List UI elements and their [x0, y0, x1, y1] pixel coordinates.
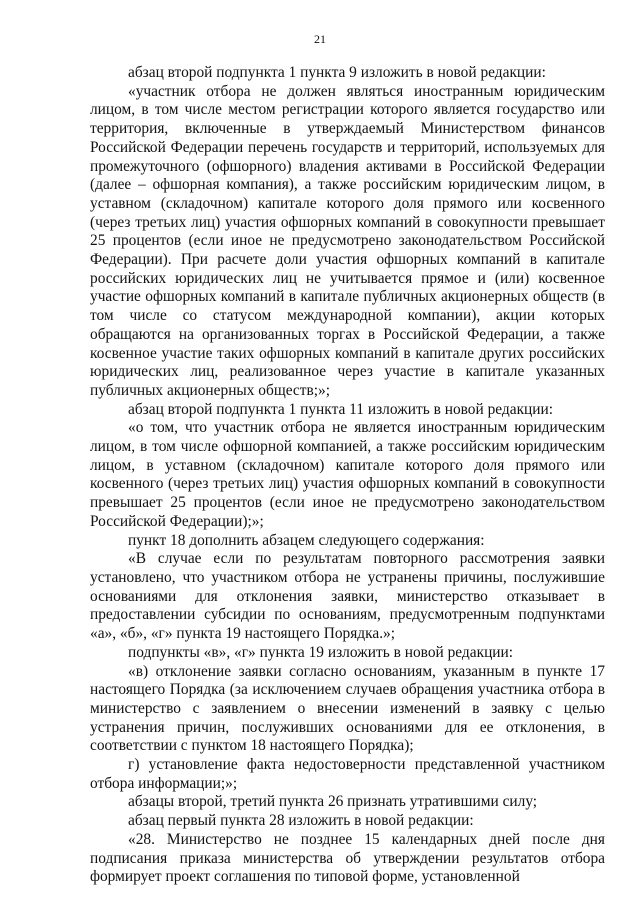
paragraph-repeal-26: абзацы второй, третий пункта 26 признать утратившими силу;	[128, 793, 538, 811]
paragraph-amend-9: абзац второй подпункта 1 пункта 9 изложить в новой редакции:	[128, 64, 546, 81]
paragraph-amend-11: абзац второй подпункта 1 пункта 11 изложить в новой редакции:	[128, 400, 554, 418]
paragraph-offshore-statement: «о том, что участник отбора не является иностранным юридическим лицом, в том числе офшорной компанией, а также российским юридическим лицом, в уставном (складочном) капитале которого доля прямого или косвенного (через третьих лиц) участия офшорных компаний в совокупности превышает 25 процентов (если иное не предусмотрено законодательством Российской Федерации);»;	[90, 419, 605, 530]
paragraph-amend-28: абзац первый пункта 28 изложить в новой редакции:	[128, 812, 474, 830]
paragraph-repeat-review: «В случае если по результатам повторного рассмотрения заявки установлено, что участником отбора не устранены причины, послужившие основаниями для отклонения заявки, министерство отказывает в предоставлении субсидии по основаниям, предусмотренным подпунктами «а», «б», «г» пункта 19 настоящего Порядка.»;	[90, 550, 605, 643]
document-body	[90, 64, 605, 887]
paragraph-offshore-definition: «участник отбора не должен являться иностранным юридическим лицом, в том числе местом регистрации которого является государство или территория, включенные в утверждаемый Министерством финансов Российской Федерации перечень государств и территорий, используемых для промежуточного (офшорного) владения активами в Российской Федерации (далее – офшорная компания), а также российским юридическим лицом, в уставном (складочном) капитале которого доля прямого или косвенного (через третьих лиц) участия офшорных компаний в совокупности превышает 25 процентов (если иное не предусмотрено законодательством Российской Федерации). При расчете доли участия офшорных компаний в капитале российских юридических лиц не учитывается прямое и (или) косвенное участие офшорных компаний в капитале публичных акционерных обществ (в том числе со статусом международной компании), акции которых обращаются на организованных торгах в Российской Федерации, а также косвенное участие таких офшорных компаний в капитале других российских юридических лиц, реализованное через участие в капитале указанных публичных акционерных обществ;»;	[90, 82, 605, 399]
paragraph-subpoint-g: г) установление факта недостоверности представленной участником отбора информации;»;	[90, 756, 605, 792]
paragraph-subpoint-v: «в) отклонение заявки согласно основаниям, указанным в пункте 17 настоящего Порядка (за исключением случаев обращения участника отбора в министерство с заявлением о внесении изменений в заявку с целью устранения причин, послуживших основаниями для ее отклонения, в соответствии с пунктом 18 настоящего Порядка);	[90, 662, 605, 755]
paragraph-amend-18: пункт 18 дополнить абзацем следующего содержания:	[128, 531, 485, 549]
page-number: 21	[314, 32, 326, 46]
paragraph-amend-19: подпункты «в», «г» пункта 19 изложить в новой редакции:	[128, 643, 514, 661]
paragraph-point-28: «28. Министерство не позднее 15 календарных дней после дня подписания приказа министерства об утверждении результатов отбора формирует проект соглашения по типовой форме, установленной	[90, 830, 605, 886]
